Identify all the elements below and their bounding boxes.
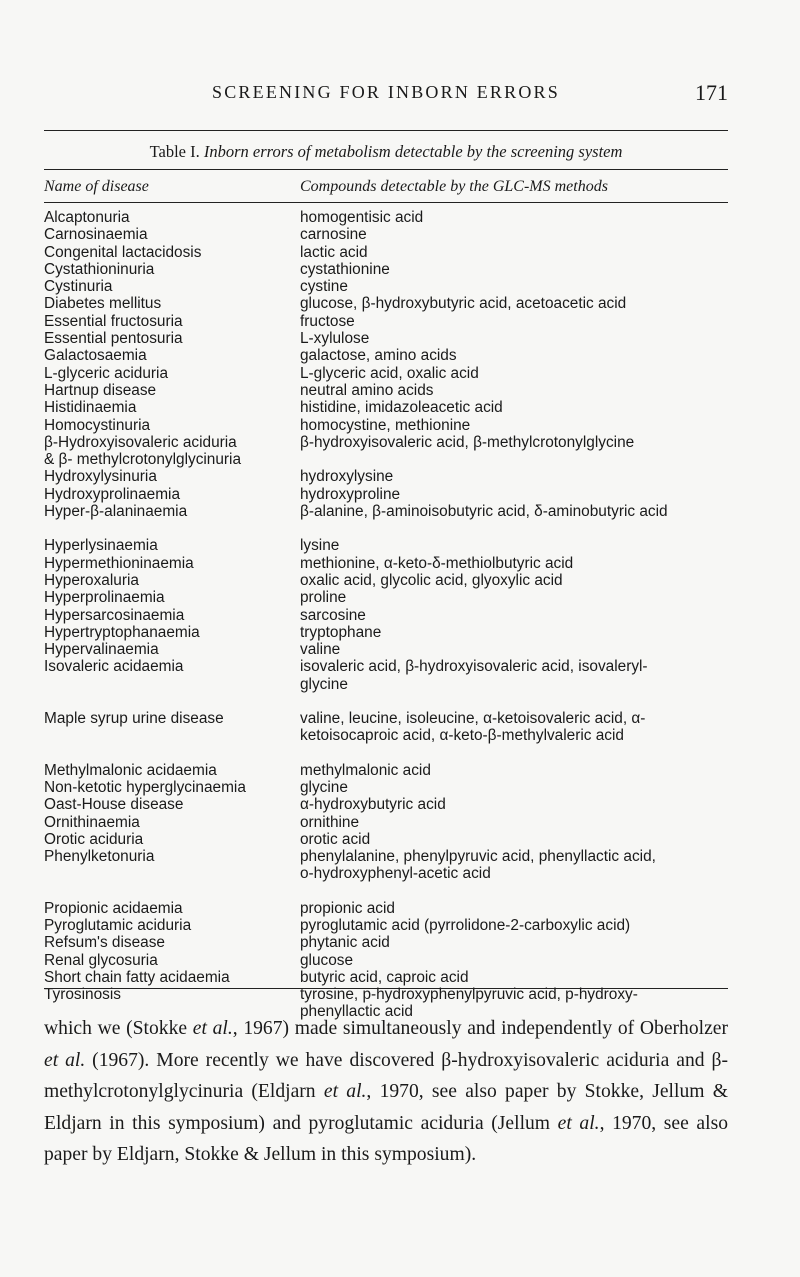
body-paragraph bbox=[44, 1013, 728, 1171]
disease-name: L-glyceric aciduria bbox=[44, 364, 169, 382]
detectable-compounds: oxalic acid, glycolic acid, glyoxylic acid bbox=[300, 571, 563, 589]
disease-name: Ornithinaemia bbox=[44, 813, 140, 831]
header-rule bbox=[44, 202, 728, 203]
disease-name: Phenylketonuria bbox=[44, 848, 155, 866]
table-row bbox=[44, 261, 740, 278]
disease-name: Hypersarcosinaemia bbox=[44, 606, 185, 624]
disease-name: Cystinuria bbox=[44, 278, 113, 296]
disease-name: Short chain fatty acidaemia bbox=[44, 968, 230, 986]
detectable-compounds: cystathionine bbox=[300, 260, 390, 278]
detectable-compounds: ornithine bbox=[300, 813, 360, 831]
table-row bbox=[44, 779, 740, 796]
disease-name: Galactosaemia bbox=[44, 347, 147, 365]
table-row bbox=[44, 676, 740, 693]
detectable-compounds: proline bbox=[300, 589, 347, 607]
detectable-compounds: neutral amino acids bbox=[300, 381, 434, 399]
detectable-compounds: orotic acid bbox=[300, 830, 371, 848]
detectable-compounds: β-alanine, β-aminoisobutyric acid, δ-aminobutyric acid bbox=[300, 503, 668, 521]
disease-name: Hyperlysinaemia bbox=[44, 537, 158, 555]
table-row bbox=[44, 537, 740, 554]
paragraph-text: (1967). More recently we have discovered β-hydroxyisovaleric aciduria and β-methylcrotonylglycinuria (Eldjarn bbox=[44, 1049, 728, 1102]
caption-label: Table I. bbox=[149, 142, 200, 161]
citation-etal: et al. bbox=[557, 1112, 600, 1134]
table-row bbox=[44, 710, 740, 727]
disease-name: Hydroxylysinuria bbox=[44, 468, 157, 486]
disease-name: Hypertryptophanaemia bbox=[44, 623, 200, 641]
table-row bbox=[44, 624, 740, 641]
detectable-compounds: valine, leucine, isoleucine, α-ketoisovaleric acid, α- bbox=[300, 710, 646, 728]
detectable-compounds: tyrosine, p-hydroxyphenylpyruvic acid, p-hydroxy- bbox=[300, 986, 638, 1004]
detectable-compounds bbox=[300, 451, 740, 468]
table-row bbox=[44, 330, 740, 347]
detectable-compounds: phenylalanine, phenylpyruvic acid, phenyllactic acid, bbox=[300, 848, 656, 866]
detectable-compounds: ketoisocaproic acid, α-keto-β-methylvaleric acid bbox=[300, 727, 624, 745]
detectable-compounds: sarcosine bbox=[300, 606, 366, 624]
detectable-compounds: β-hydroxyisovaleric acid, β-methylcrotonylglycine bbox=[300, 433, 635, 451]
detectable-compounds: glucose bbox=[300, 951, 354, 969]
disease-name bbox=[44, 865, 300, 882]
running-head: SCREENING FOR INBORN ERRORS bbox=[212, 82, 560, 102]
disease-name: Pyroglutamic aciduria bbox=[44, 916, 192, 934]
table-row bbox=[44, 589, 740, 606]
table-row bbox=[44, 347, 740, 364]
disease-name: Non-ketotic hyperglycinaemia bbox=[44, 778, 246, 796]
disease-name: Hartnup disease bbox=[44, 381, 157, 399]
detectable-compounds: lysine bbox=[300, 537, 340, 555]
table-row bbox=[44, 382, 740, 399]
disease-name: Hyper-β-alaninaemia bbox=[44, 503, 188, 521]
detectable-compounds: o-hydroxyphenyl-acetic acid bbox=[300, 865, 491, 883]
table-row bbox=[44, 417, 740, 434]
table-row bbox=[44, 365, 740, 382]
disease-name: Histidinaemia bbox=[44, 399, 137, 417]
detectable-compounds: galactose, amino acids bbox=[300, 347, 457, 365]
detectable-compounds: hydroxyproline bbox=[300, 485, 401, 503]
disease-name: Refsum's disease bbox=[44, 934, 165, 952]
table-row bbox=[44, 814, 740, 831]
table-row bbox=[44, 934, 740, 951]
group-spacer bbox=[44, 745, 740, 762]
disease-name: Hydroxyprolinaemia bbox=[44, 485, 181, 503]
paragraph-text: , 1967) made simultaneously and independently of Oberholzer bbox=[232, 1018, 728, 1039]
paragraph-text: which we (Stokke bbox=[44, 1018, 193, 1039]
col-header-compounds: Compounds detectable by the GLC-MS methods bbox=[300, 178, 608, 195]
table-row bbox=[44, 969, 740, 986]
group-spacer bbox=[44, 520, 740, 537]
caption-rule bbox=[44, 169, 728, 170]
detectable-compounds: isovaleric acid, β-hydroxyisovaleric acid, isovaleryl- bbox=[300, 658, 648, 676]
group-spacer bbox=[44, 883, 740, 900]
detectable-compounds: butyric acid, caproic acid bbox=[300, 968, 469, 986]
disease-name: & β- methylcrotonylglycinuria bbox=[44, 451, 242, 469]
page-header bbox=[44, 82, 728, 112]
detectable-compounds: hydroxylysine bbox=[300, 468, 394, 486]
table-row bbox=[44, 313, 740, 330]
detectable-compounds: phenyllactic acid bbox=[300, 1003, 413, 1021]
disease-name: Hypervalinaemia bbox=[44, 641, 159, 659]
table-row bbox=[44, 762, 740, 779]
detectable-compounds: homocystine, methionine bbox=[300, 416, 471, 434]
disease-name: Hyperoxaluria bbox=[44, 571, 139, 589]
detectable-compounds: glycine bbox=[300, 778, 348, 796]
table-row bbox=[44, 451, 740, 468]
detectable-compounds: glucose, β-hydroxybutyric acid, acetoacetic acid bbox=[300, 295, 627, 313]
table-row bbox=[44, 831, 740, 848]
disease-name: Hyperprolinaemia bbox=[44, 589, 165, 607]
detectable-compounds: phytanic acid bbox=[300, 934, 390, 952]
table-row bbox=[44, 572, 740, 589]
detectable-compounds: lactic acid bbox=[300, 243, 368, 261]
table-row bbox=[44, 727, 740, 744]
table-row bbox=[44, 641, 740, 658]
page-number: 171 bbox=[695, 80, 728, 105]
table-row bbox=[44, 486, 740, 503]
table-row bbox=[44, 468, 740, 485]
disease-name: Tyrosinosis bbox=[44, 986, 121, 1004]
paragraph-text: , 1970, see also paper by Eldjarn, Stokke & Jellum in this symposium). bbox=[44, 1112, 728, 1165]
table-row bbox=[44, 607, 740, 624]
disease-name: Renal glycosuria bbox=[44, 951, 158, 969]
disease-name: Maple syrup urine disease bbox=[44, 710, 224, 728]
table-row bbox=[44, 503, 740, 520]
detectable-compounds: propionic acid bbox=[300, 899, 395, 917]
detectable-compounds: fructose bbox=[300, 312, 355, 330]
disease-name: Congenital lactacidosis bbox=[44, 243, 202, 261]
paragraph-text: , 1970, see also paper by Stokke, Jellum & Eldjarn in this symposium) and pyroglutamic aciduria (Jellum bbox=[44, 1081, 728, 1134]
detectable-compounds: cystine bbox=[300, 278, 348, 296]
table-row bbox=[44, 209, 740, 226]
disease-name: Homocystinuria bbox=[44, 416, 151, 434]
table-row bbox=[44, 952, 740, 969]
detectable-compounds: methylmalonic acid bbox=[300, 761, 431, 779]
table-row bbox=[44, 434, 740, 451]
disease-name: Oast-House disease bbox=[44, 796, 184, 814]
detectable-compounds: α-hydroxybutyric acid bbox=[300, 796, 446, 814]
detectable-compounds: carnosine bbox=[300, 226, 367, 244]
detectable-compounds: pyroglutamic acid (pyrrolidone-2-carboxylic acid) bbox=[300, 916, 631, 934]
table-top-rule bbox=[44, 130, 728, 131]
detectable-compounds: methionine, α-keto-δ-methiolbutyric acid bbox=[300, 554, 574, 572]
table-row bbox=[44, 865, 740, 882]
table-row bbox=[44, 658, 740, 675]
table-body bbox=[44, 209, 740, 1021]
detectable-compounds: homogentisic acid bbox=[300, 209, 424, 226]
caption-title: Inborn errors of metabolism detectable by the screening system bbox=[203, 142, 623, 161]
table-bottom-rule bbox=[44, 988, 728, 989]
detectable-compounds: tryptophane bbox=[300, 623, 382, 641]
table-caption bbox=[44, 142, 728, 162]
table-row bbox=[44, 226, 740, 243]
detectable-compounds: L-glyceric acid, oxalic acid bbox=[300, 364, 479, 382]
citation-etal: et al. bbox=[192, 1018, 233, 1039]
disease-name bbox=[44, 727, 300, 744]
table-row bbox=[44, 848, 740, 865]
detectable-compounds: valine bbox=[300, 641, 341, 659]
table-row bbox=[44, 900, 740, 917]
citation-etal: et al. bbox=[323, 1081, 367, 1102]
disease-name: Hypermethioninaemia bbox=[44, 554, 194, 572]
detectable-compounds: glycine bbox=[300, 675, 348, 693]
table-row bbox=[44, 244, 740, 261]
disease-name: Methylmalonic acidaemia bbox=[44, 761, 217, 779]
table-row bbox=[44, 399, 740, 416]
table-row bbox=[44, 796, 740, 813]
disease-name: Orotic aciduria bbox=[44, 830, 144, 848]
col-header-disease: Name of disease bbox=[44, 178, 149, 195]
table-row bbox=[44, 917, 740, 934]
table-row bbox=[44, 295, 740, 312]
detectable-compounds: histidine, imidazoleacetic acid bbox=[300, 399, 503, 417]
disease-name bbox=[44, 676, 300, 693]
table-row bbox=[44, 278, 740, 295]
citation-etal: et al. bbox=[44, 1049, 86, 1071]
disease-name: Cystathioninuria bbox=[44, 260, 155, 278]
disease-name: Alcaptonuria bbox=[44, 209, 130, 226]
table-row bbox=[44, 555, 740, 572]
disease-name: β-Hydroxyisovaleric aciduria bbox=[44, 433, 237, 451]
disease-name: Essential fructosuria bbox=[44, 312, 183, 330]
disease-name: Diabetes mellitus bbox=[44, 295, 162, 313]
disease-name: Essential pentosuria bbox=[44, 330, 183, 348]
disease-name: Isovaleric acidaemia bbox=[44, 658, 184, 676]
group-spacer bbox=[44, 693, 740, 710]
detectable-compounds: L-xylulose bbox=[300, 330, 370, 348]
disease-name: Propionic acidaemia bbox=[44, 899, 183, 917]
disease-name: Carnosinaemia bbox=[44, 226, 148, 244]
